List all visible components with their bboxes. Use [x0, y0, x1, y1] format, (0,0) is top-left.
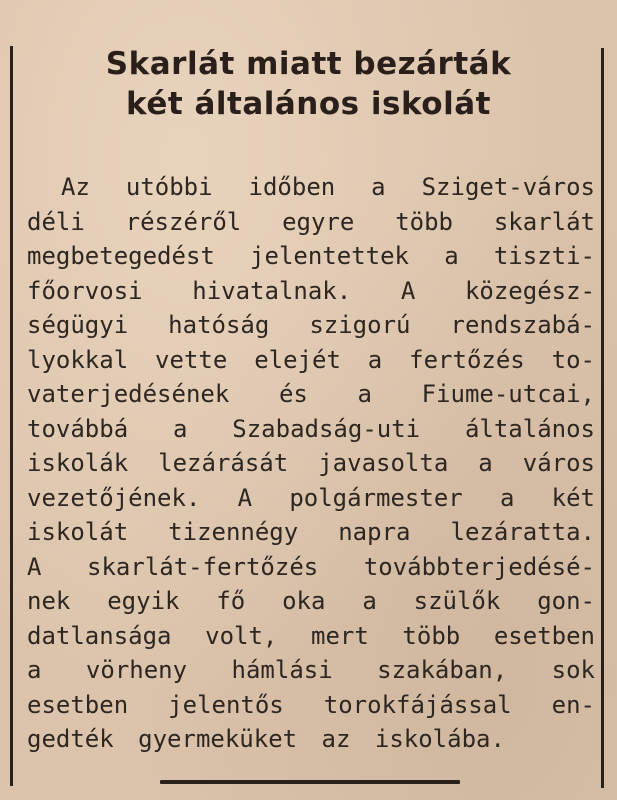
- body-line: iskolák lezárását javasolta a város: [27, 449, 595, 477]
- body-line: gedték gyermeküket az iskolába.: [27, 725, 505, 753]
- body-line: iskolát tizennégy napra lezáratta.: [27, 518, 595, 546]
- body-line: Az utóbbi időben a Sziget-város: [61, 173, 595, 201]
- body-line: esetben jelentős torokfájással en-: [27, 690, 595, 719]
- body-line: vezetőjének. A polgármester a két: [27, 483, 595, 512]
- headline-line-2: két általános iskolát: [126, 86, 491, 122]
- body-line: A skarlát-fertőzés továbbterjedésé-: [27, 552, 595, 581]
- right-column-rule: [601, 48, 604, 788]
- body-line: a vörheny hámlási szakában, sok: [27, 656, 595, 684]
- body-line: ségügyi hatóság szigorú rendszabá-: [27, 311, 595, 339]
- body-line: nek egyik fő oka a szülők gon-: [27, 587, 595, 615]
- body-line: megbetegedést jelentettek a tiszti-: [27, 242, 595, 270]
- article-body: [27, 170, 595, 757]
- article-headline: [30, 44, 587, 124]
- body-line: vaterjedésének és a Fiume-utcai,: [27, 380, 595, 408]
- body-line: továbbá a Szabadság-uti általános: [27, 414, 595, 443]
- body-line: főorvosi hivatalnak. A közegész-: [27, 276, 595, 305]
- left-column-rule: [10, 46, 13, 786]
- article-end-rule: [160, 780, 460, 784]
- body-line: lyokkal vette elejét a fertőzés to-: [27, 345, 595, 374]
- headline-line-1: Skarlát miatt bezárták: [105, 46, 512, 82]
- body-line: datlansága volt, mert több esetben: [27, 621, 595, 650]
- body-line: déli részéről egyre több skarlát: [27, 207, 595, 236]
